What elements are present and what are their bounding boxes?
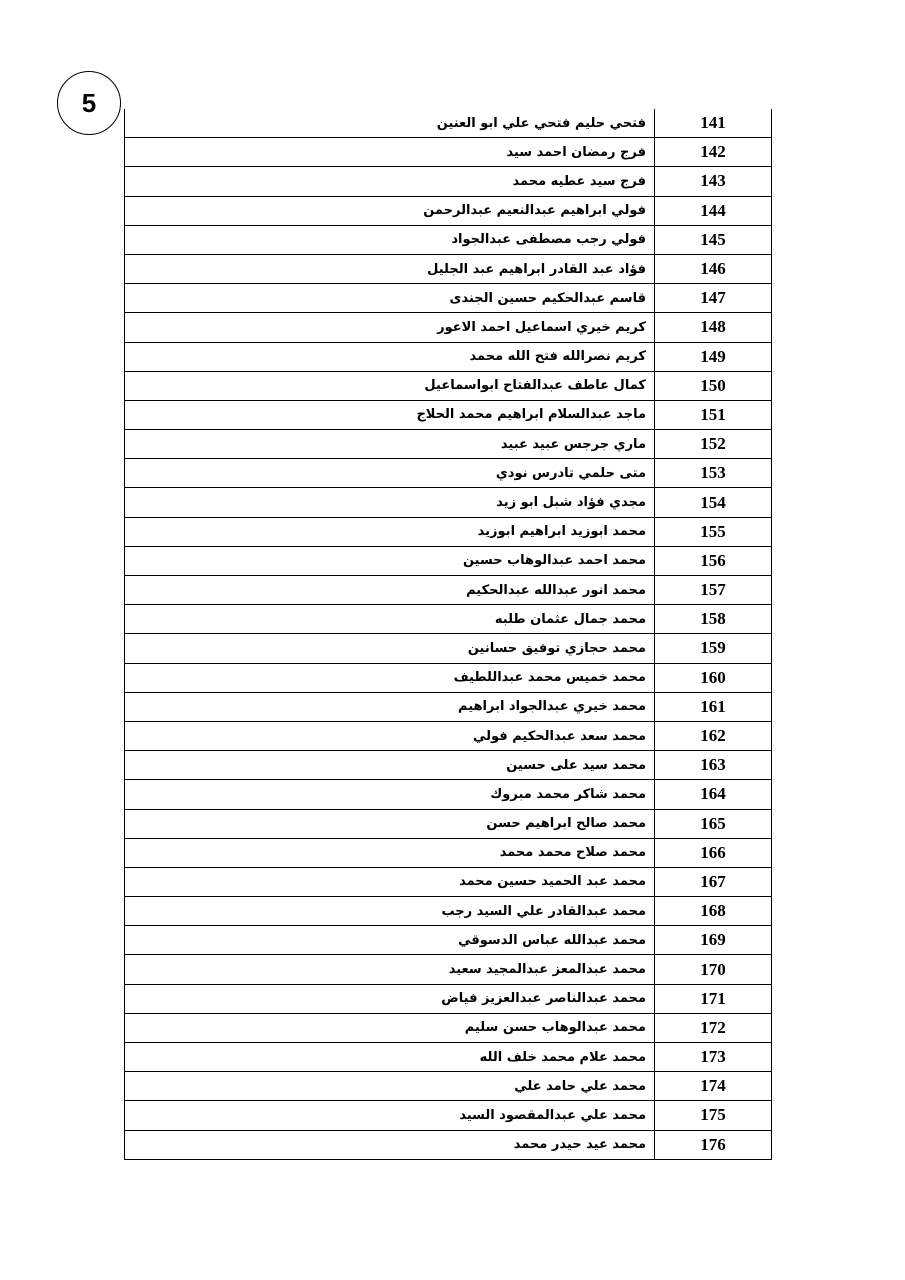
table-row xyxy=(125,751,772,780)
table-row xyxy=(125,517,772,546)
person-name-cell: محمد خميس محمد عبداللطيف xyxy=(125,663,655,692)
person-name-cell: محمد عبدالناصر عبدالعزيز فياض xyxy=(125,984,655,1013)
person-name-cell: فرج رمضان احمد سيد xyxy=(125,138,655,167)
table-row xyxy=(125,225,772,254)
person-name-cell: متى حلمي تادرس نودي xyxy=(125,459,655,488)
serial-number-cell: 176 xyxy=(655,1130,772,1159)
table-row xyxy=(125,897,772,926)
person-name-cell: فرج سيد عطيه محمد xyxy=(125,167,655,196)
serial-number-cell: 144 xyxy=(655,196,772,225)
serial-number-cell: 171 xyxy=(655,984,772,1013)
table-row xyxy=(125,109,772,138)
serial-number-cell: 159 xyxy=(655,634,772,663)
table-row xyxy=(125,1101,772,1130)
serial-number-cell: 154 xyxy=(655,488,772,517)
table-row xyxy=(125,984,772,1013)
person-name-cell: محمد عيد حيدر محمد xyxy=(125,1130,655,1159)
table-row xyxy=(125,1013,772,1042)
person-name-cell: محمد جمال عثمان طلبه xyxy=(125,605,655,634)
person-name-cell: محمد عبدالقادر علي السيد رجب xyxy=(125,897,655,926)
table-row xyxy=(125,546,772,575)
table-row xyxy=(125,926,772,955)
person-name-cell: محمد شاكر محمد مبروك xyxy=(125,780,655,809)
serial-number-cell: 156 xyxy=(655,546,772,575)
person-name-cell: محمد احمد عبدالوهاب حسين xyxy=(125,546,655,575)
person-name-cell: ماري جرجس عبيد عبيد xyxy=(125,430,655,459)
table-row xyxy=(125,838,772,867)
table-row xyxy=(125,342,772,371)
serial-number-cell: 169 xyxy=(655,926,772,955)
table-row xyxy=(125,780,772,809)
table-row xyxy=(125,1130,772,1159)
serial-number-cell: 160 xyxy=(655,663,772,692)
table-row xyxy=(125,459,772,488)
person-name-cell: فؤاد عبد القادر ابراهيم عبد الجليل xyxy=(125,254,655,283)
serial-number-cell: 162 xyxy=(655,721,772,750)
person-name-cell: محمد عبدالله عباس الدسوقي xyxy=(125,926,655,955)
serial-number-cell: 173 xyxy=(655,1043,772,1072)
person-name-cell: محمد عبدالوهاب حسن سليم xyxy=(125,1013,655,1042)
person-name-cell: محمد صلاح محمد محمد xyxy=(125,838,655,867)
person-name-cell: محمد علي عبدالمقصود السيد xyxy=(125,1101,655,1130)
person-name-cell: محمد عبد الحميد حسين محمد xyxy=(125,867,655,896)
names-table xyxy=(124,109,772,1160)
table-row xyxy=(125,196,772,225)
person-name-cell: محمد خيري عبدالجواد ابراهيم xyxy=(125,692,655,721)
serial-number-cell: 151 xyxy=(655,400,772,429)
table-row xyxy=(125,167,772,196)
table-row xyxy=(125,867,772,896)
person-name-cell: قاسم عبدالحكيم حسين الجندى xyxy=(125,284,655,313)
serial-number-cell: 152 xyxy=(655,430,772,459)
table-row xyxy=(125,371,772,400)
table-row xyxy=(125,313,772,342)
table-row xyxy=(125,663,772,692)
table-row xyxy=(125,576,772,605)
person-name-cell: محمد حجازي توفيق حسانين xyxy=(125,634,655,663)
person-name-cell: محمد سيد على حسين xyxy=(125,751,655,780)
person-name-cell: كمال عاطف عبدالفتاح ابواسماعيل xyxy=(125,371,655,400)
serial-number-cell: 175 xyxy=(655,1101,772,1130)
serial-number-cell: 161 xyxy=(655,692,772,721)
table-row xyxy=(125,254,772,283)
serial-number-cell: 150 xyxy=(655,371,772,400)
person-name-cell: محمد علي حامد علي xyxy=(125,1072,655,1101)
serial-number-cell: 158 xyxy=(655,605,772,634)
person-name-cell: محمد علام محمد خلف الله xyxy=(125,1043,655,1072)
table-row xyxy=(125,138,772,167)
person-name-cell: محمد ابوزيد ابراهيم ابوزيد xyxy=(125,517,655,546)
serial-number-cell: 155 xyxy=(655,517,772,546)
serial-number-cell: 166 xyxy=(655,838,772,867)
person-name-cell: فولي ابراهيم عبدالنعيم عبدالرحمن xyxy=(125,196,655,225)
table-row xyxy=(125,488,772,517)
serial-number-cell: 174 xyxy=(655,1072,772,1101)
page-number-badge: 5 xyxy=(57,71,121,135)
table-row xyxy=(125,955,772,984)
serial-number-cell: 141 xyxy=(655,109,772,138)
serial-number-cell: 153 xyxy=(655,459,772,488)
person-name-cell: محمد صالح ابراهيم حسن xyxy=(125,809,655,838)
serial-number-cell: 145 xyxy=(655,225,772,254)
serial-number-cell: 170 xyxy=(655,955,772,984)
serial-number-cell: 165 xyxy=(655,809,772,838)
table-row xyxy=(125,430,772,459)
table-row xyxy=(125,1072,772,1101)
serial-number-cell: 167 xyxy=(655,867,772,896)
person-name-cell: كريم نصرالله فتح الله محمد xyxy=(125,342,655,371)
table-row xyxy=(125,692,772,721)
serial-number-cell: 142 xyxy=(655,138,772,167)
table-row xyxy=(125,1043,772,1072)
serial-number-cell: 172 xyxy=(655,1013,772,1042)
serial-number-cell: 157 xyxy=(655,576,772,605)
person-name-cell: كريم خيري اسماعيل احمد الاعور xyxy=(125,313,655,342)
serial-number-cell: 163 xyxy=(655,751,772,780)
serial-number-cell: 164 xyxy=(655,780,772,809)
table-row xyxy=(125,721,772,750)
table-row xyxy=(125,400,772,429)
serial-number-cell: 146 xyxy=(655,254,772,283)
person-name-cell: محمد انور عبدالله عبدالحكيم xyxy=(125,576,655,605)
serial-number-cell: 147 xyxy=(655,284,772,313)
serial-number-cell: 148 xyxy=(655,313,772,342)
person-name-cell: ماجد عبدالسلام ابراهيم محمد الحلاج xyxy=(125,400,655,429)
person-name-cell: مجدي فؤاد شبل ابو زيد xyxy=(125,488,655,517)
serial-number-cell: 168 xyxy=(655,897,772,926)
person-name-cell: محمد سعد عبدالحكيم فولي xyxy=(125,721,655,750)
person-name-cell: محمد عبدالمعز عبدالمجيد سعيد xyxy=(125,955,655,984)
table-row xyxy=(125,284,772,313)
person-name-cell: فولي رجب مصطفى عبدالجواد xyxy=(125,225,655,254)
person-name-cell: فتحي حليم فتحي علي ابو العنين xyxy=(125,109,655,138)
table-row xyxy=(125,634,772,663)
table-row xyxy=(125,605,772,634)
serial-number-cell: 149 xyxy=(655,342,772,371)
table-row xyxy=(125,809,772,838)
names-table-body xyxy=(125,109,772,1159)
serial-number-cell: 143 xyxy=(655,167,772,196)
